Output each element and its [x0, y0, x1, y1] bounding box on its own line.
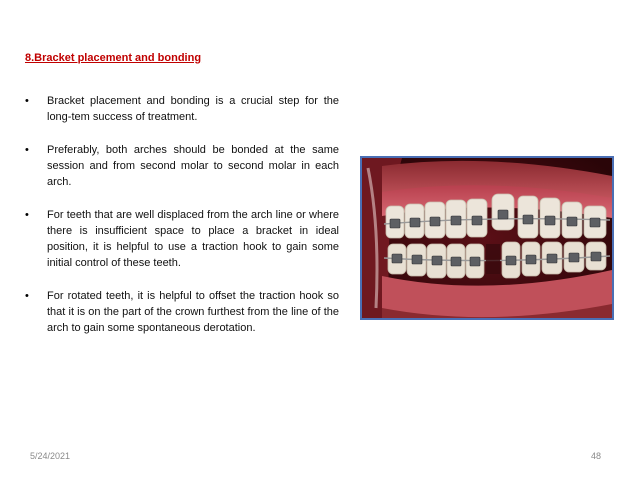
bullet-marker: • [25, 95, 29, 107]
footer-date: 5/24/2021 [30, 451, 71, 461]
page-number: 48 [591, 451, 602, 461]
bullet-item [25, 288, 339, 336]
bullet-text: Preferably, both arches should be bonded at the same session and from second molar to second molar in each arch. [47, 144, 339, 188]
bullet-item [25, 93, 339, 125]
bullet-item [25, 142, 339, 190]
bullet-marker: • [25, 144, 29, 156]
bullet-item [25, 207, 339, 271]
bullet-marker: • [25, 209, 29, 221]
teeth-with-brackets-illustration [362, 158, 612, 318]
bullet-text: For teeth that are well displaced from the arch line or where there is insufficient space to place a bracket in ideal position, it is helpful to use a traction hook to gain some initial control of these teeth. [47, 209, 339, 269]
bullet-list [25, 93, 339, 353]
bullet-marker: • [25, 290, 29, 302]
slide-title: 8.Bracket placement and bonding [25, 52, 202, 64]
bullet-text: For rotated teeth, it is helpful to offset the traction hook so that it is on the part of the crown furthest from the line of the arch to gain some spontaneous derotation. [47, 290, 339, 334]
braces-photo [360, 156, 614, 320]
bullet-text: Bracket placement and bonding is a crucial step for the long-tem success of treatment. [47, 95, 339, 123]
